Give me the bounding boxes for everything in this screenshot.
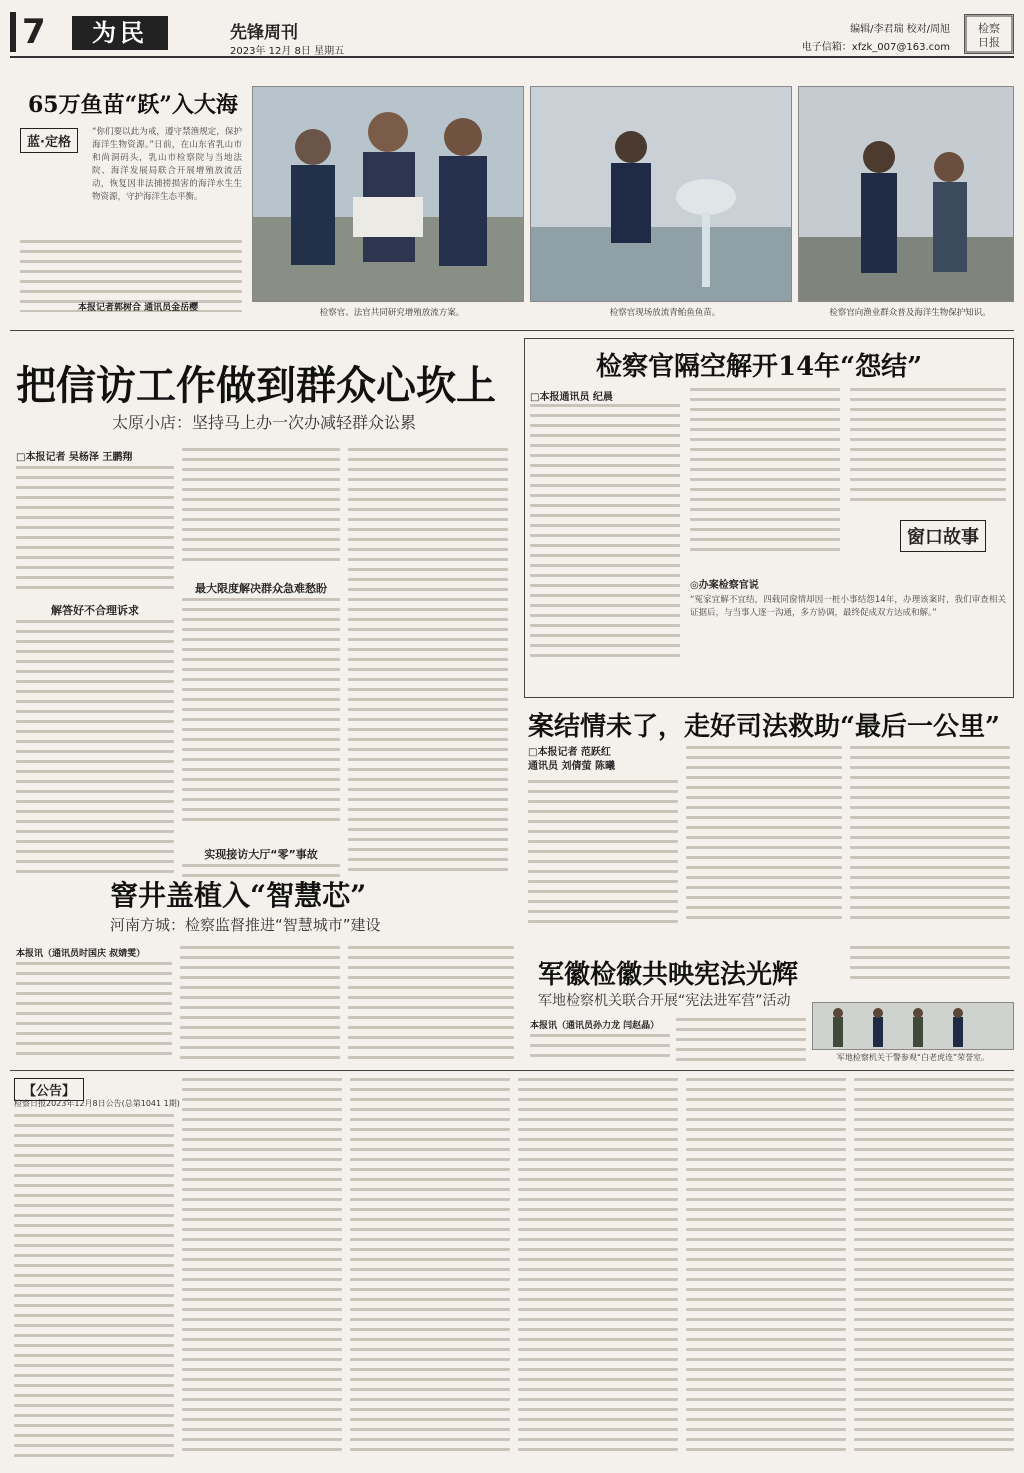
story2-subtitle: 太原小店：坚持马上办一次办减轻群众讼累 xyxy=(112,413,417,432)
story5-byline: 本报讯（通讯员时国庆 叔婧雯） xyxy=(16,949,146,959)
story6-title: 军徽检徽共映宪法光辉 xyxy=(538,960,799,990)
svg-text:检察: 检察 xyxy=(978,22,1000,35)
story5-subtitle: 河南方城：检察监督推进“智慧城市”建设 xyxy=(110,916,381,934)
newspaper-logo xyxy=(964,14,1014,54)
story2-col2 xyxy=(182,448,340,572)
story1-caption-3: 检察官向渔业群众普及海洋生物保护知识。 xyxy=(829,308,991,318)
story1-byline: 本报记者郭树合 通讯员金岳樱 xyxy=(78,303,199,313)
story2-title: 把信访工作做到群众心坎上 xyxy=(16,362,496,409)
story4-col2 xyxy=(686,746,842,932)
story1-caption-2: 检察官现场放流青鲐鱼鱼苗。 xyxy=(609,308,721,318)
notice-col-6 xyxy=(854,1078,1014,1464)
story3-commentary: “冤家宜解不宜结，四载同窗情却因一桩小事结怨14年，办理该案时，我们审查相关证据后，与当事人逐一沟通，多方协调，最终促成双方达成和解。” xyxy=(690,595,1006,618)
photo-publicity xyxy=(798,86,1014,302)
story3-commentary-label: ◎办案检察官说 xyxy=(690,580,759,591)
story4-col1 xyxy=(528,780,678,932)
story5-col1 xyxy=(16,962,172,1066)
story3-col3 xyxy=(850,388,1006,512)
photo-military-visit-image xyxy=(813,1003,1014,1050)
notice-col-2 xyxy=(182,1078,342,1464)
story4-col3-end xyxy=(850,946,1010,990)
story3-title: 检察官隔空解开14年“怨结” xyxy=(596,352,923,382)
story6-caption: 军地检察机关干警参观“白老虎连”荣誉室。 xyxy=(836,1053,990,1062)
notice-col-3 xyxy=(350,1078,510,1464)
page-number: 7 xyxy=(10,12,46,52)
story6-col1 xyxy=(530,1034,670,1066)
divider xyxy=(10,1070,1014,1071)
section-name xyxy=(72,16,168,50)
story2-col1b xyxy=(16,620,174,882)
photo-fry-release-image xyxy=(531,87,792,302)
notice-title: 【公告】 xyxy=(14,1078,84,1101)
photo-publicity-image xyxy=(799,87,1014,302)
story1-title: 65万鱼苗“跃”入大海 xyxy=(28,92,238,118)
notice-col-1 xyxy=(14,1114,174,1464)
story3-col1 xyxy=(530,404,680,666)
story3-column-badge: 窗口故事 xyxy=(900,520,986,552)
divider xyxy=(10,330,1014,331)
story2-heading-2: 最大限度解决群众急难愁盼 xyxy=(195,582,327,595)
story6-byline: 本报讯（通讯员孙力龙 闫赵晶） xyxy=(530,1021,660,1031)
story1-caption-1: 检察官、法官共同研究增殖放流方案。 xyxy=(319,308,465,318)
story2-byline: □本报记者 吴杨泽 王鹏翔 xyxy=(16,452,133,463)
story2-heading-1: 解答好不合理诉求 xyxy=(51,604,139,617)
story2-heading-3: 实现接访大厅“零”事故 xyxy=(204,848,318,861)
story1-badge: 蓝·定格 xyxy=(20,128,78,153)
photo-officials-reading xyxy=(252,86,524,302)
issue-date: 2023年 12月 8日 星期五 xyxy=(230,46,345,57)
svg-text:日报: 日报 xyxy=(978,36,1000,49)
story4-col3 xyxy=(850,746,1010,932)
notice-col-5 xyxy=(686,1078,846,1464)
publication-name: 先锋周刊 xyxy=(230,23,298,43)
story5-col2 xyxy=(180,946,340,1066)
story2-col3 xyxy=(348,448,508,882)
photo-officials-reading-image xyxy=(253,87,524,302)
story3-byline: □本报通讯员 纪晨 xyxy=(530,392,613,403)
story2-col1 xyxy=(16,466,174,594)
story6-subtitle: 军地检察机关联合开展“宪法进军营”活动 xyxy=(538,993,791,1009)
masthead xyxy=(10,8,1014,58)
story1-lead: “你们要以此为戒，遵守禁渔规定，保护海洋生物资源。”日前，在山东省乳山市和尚洞码头，乳山市检察院与当地法院、海洋发展局联合开展增殖放流活动，恢复因非法捕捞损害的海洋水生生物资源，守护海洋生态平衡。 xyxy=(92,127,242,202)
section-label: 为民 xyxy=(92,19,148,47)
story3-col2 xyxy=(690,388,840,564)
story6-col2 xyxy=(676,1018,806,1066)
story4-title: 案结情未了，走好司法救助“最后一公里” xyxy=(528,712,1000,742)
editor-email: 电子信箱：xfzk_007@163.com xyxy=(801,42,950,53)
editors-credit: 编辑/李君瑞 校对/周旭 xyxy=(850,24,950,35)
story5-title: 窨井盖植入“智慧芯” xyxy=(110,879,367,912)
photo-military-visit xyxy=(812,1002,1014,1050)
story2-col2b xyxy=(182,598,340,834)
notice-col-4 xyxy=(518,1078,678,1464)
notice-subtitle: 检察日报2023年12月8日公告(总第1041 1期) xyxy=(14,1099,180,1108)
logo-glyph xyxy=(965,15,1013,53)
story5-col3 xyxy=(348,946,514,1066)
photo-fry-release xyxy=(530,86,792,302)
story4-byline: □本报记者 范跃红 通讯员 刘倩萤 陈曦 xyxy=(528,747,615,772)
